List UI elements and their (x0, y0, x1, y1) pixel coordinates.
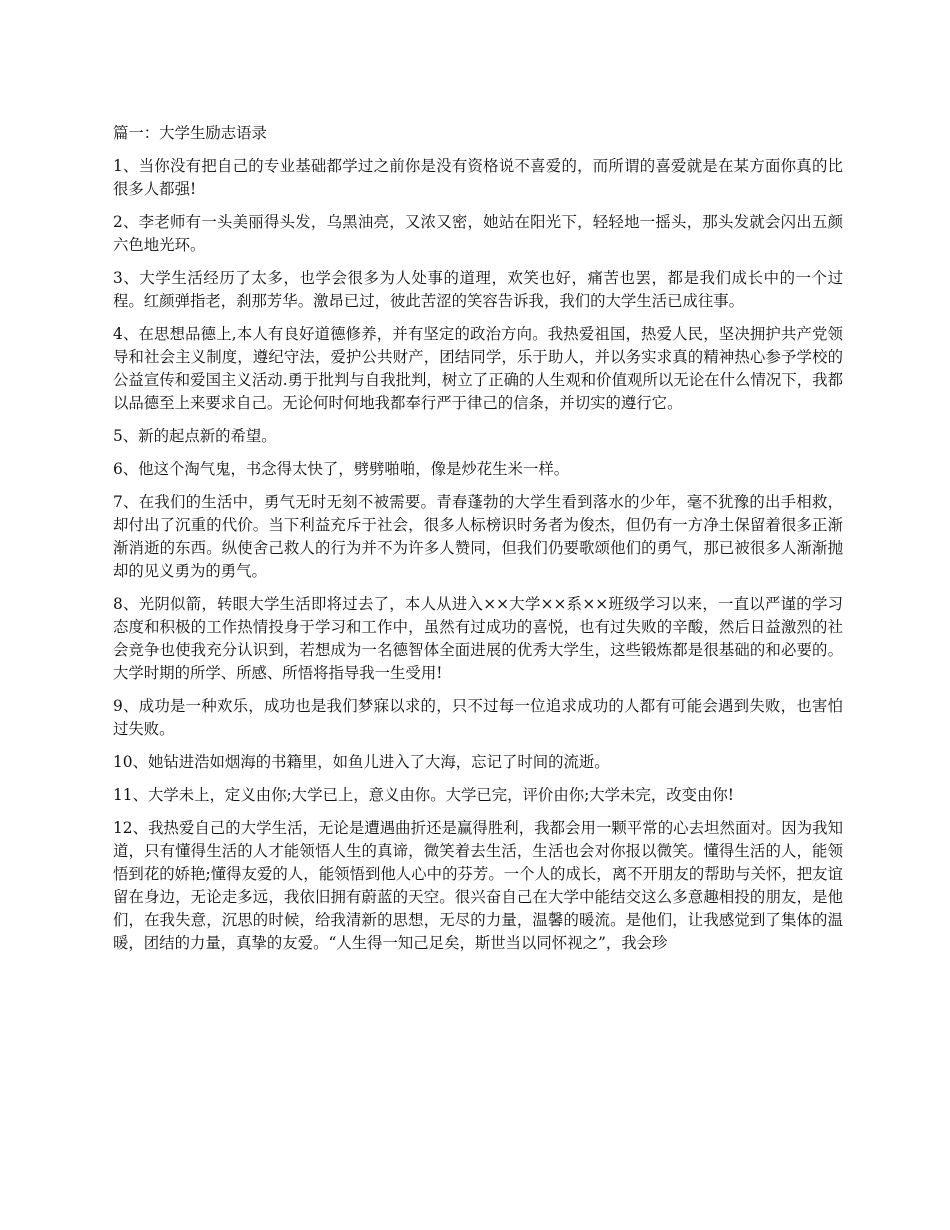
document-page (113, 122, 843, 965)
document-heading: 篇一：大学生励志语录 (113, 124, 267, 142)
paragraph-11: 11、大学未上，定义由你;大学已上，意义由你。大学已完，评价由你;大学未完，改变由你! (113, 786, 734, 804)
paragraph-2: 2、李老师有一头美丽得头发，乌黑油亮，又浓又密，她站在阳光下，轻轻地一摇头，那头发就会闪出五颜六色地光环。 (113, 213, 843, 254)
paragraph-7: 7、在我们的生活中，勇气无时无刻不被需要。青春蓬勃的大学生看到落水的少年，毫不犹豫的出手相救，却付出了沉重的代价。当下利益充斥于社会，很多人标榜识时务者为俊杰，但仍有一方净土保留着很多正渐渐消逝的东西。纵使舍己救人的行为并不为许多人赞同，但我们仍要歌颂他们的勇气，那已被很多人渐渐抛却的见义勇为的勇气。 (113, 493, 843, 580)
paragraph-8: 8、光阴似箭，转眼大学生活即将过去了，本人从进入××大学××系××班级学习以来，一直以严谨的学习态度和积极的工作热情投身于学习和工作中，虽然有过成功的喜悦，也有过失败的辛酸，然后日益激烈的社会竞争也使我充分认识到，若想成为一名德智体全面进展的优秀大学生，这些锻炼都是很基础的和必要的。大学时期的所学、所感、所悟将指导我一生受用! (113, 595, 843, 682)
paragraph-6: 6、他这个淘气鬼，书念得太快了，劈劈啪啪，像是炒花生米一样。 (113, 460, 570, 478)
paragraph-1: 1、当你没有把自己的专业基础都学过之前你是没有资格说不喜爱的，而所谓的喜爱就是在某方面你真的比很多人都强! (113, 157, 843, 198)
paragraph-4: 4、在思想品德上,本人有良好道德修养，并有坚定的政治方向。我热爱祖国，热爱人民，坚决拥护共产党领导和社会主义制度，遵纪守法，爱护公共财产，团结同学，乐于助人，并以务实求真的精神热心参予学校的公益宣传和爱国主义活动.勇于批判与自我批判，树立了正确的人生观和价值观所以无论在什么情况下，我都以品德至上来要求自己。无论何时何地我都奉行严于律己的信条，并切实的遵行它。 (113, 325, 843, 412)
paragraph-12: 12、我热爱自己的大学生活，无论是遭遇曲折还是赢得胜利，我都会用一颗平常的心去坦然面对。因为我知道，只有懂得生活的人才能领悟人生的真谛，微笑着去生活，生活也会对你报以微笑。懂得生活的人，能领悟到花的娇艳;懂得友爱的人，能领悟到他人心中的芬芳。一个人的成长，离不开朋友的帮助与关怀，把友谊留在身边，无论走多远，我依旧拥有蔚蓝的天空。很兴奋自己在大学中能结交这么多意趣相投的朋友，是他们，在我失意，沉思的时候，给我清新的思想，无尽的力量，温馨的暖流。是他们，让我感觉到了集体的温暖，团结的力量，真挚的友爱。“人生得一知己足矣，斯世当以同怀视之”，我会珍 (113, 819, 843, 952)
paragraph-3: 3、大学生活经历了太多，也学会很多为人处事的道理，欢笑也好，痛苦也罢，都是我们成长中的一个过程。红颜弹指老，刹那芳华。激昂已过，彼此苦涩的笑容告诉我，我们的大学生活已成往事。 (113, 269, 843, 310)
paragraph-10: 10、她钻进浩如烟海的书籍里，如鱼儿进入了大海，忘记了时间的流逝。 (113, 753, 610, 771)
paragraph-9: 9、成功是一种欢乐，成功也是我们梦寐以求的，只不过每一位追求成功的人都有可能会遇到失败，也害怕过失败。 (113, 697, 843, 738)
paragraph-5: 5、新的起点新的希望。 (113, 427, 277, 445)
